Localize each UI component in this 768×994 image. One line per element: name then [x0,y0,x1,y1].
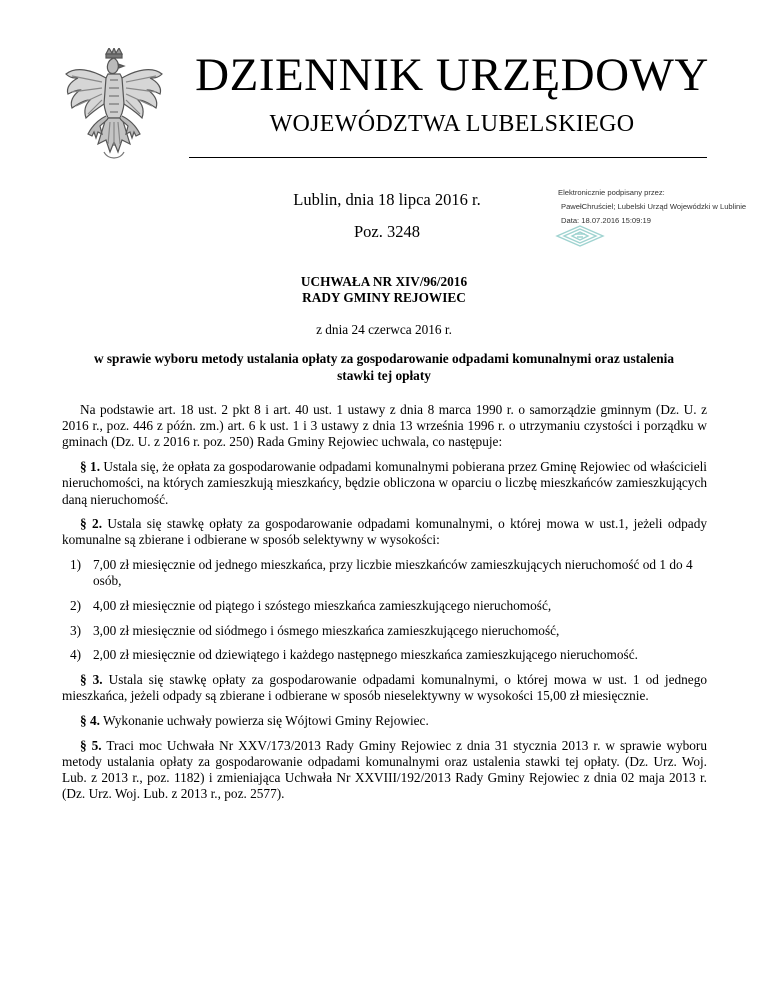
position-number: Poz. 3248 [354,222,420,241]
signature-stamp-icon [555,225,605,247]
section-1-label: § 1. [80,459,101,475]
section-1-text: Ustala się, że opłata za gospodarowanie odpadami komunalnymi pobierana przez Gminę Rejowiec od właścicieli nieruchomości, na których zamieszkują mieszkańcy, będzie obliczona w oparciu o liczbę mieszkańców zamieszkujących daną nieruchomość. [62,459,708,507]
section-3-text: Ustala się stawkę opłaty za gospodarowanie odpadami komunalnymi, o której mowa w ust. 1 od jednego mieszkańca, jeżeli odpady są zbierane i odbierane w sposób nieselektywny w wysokości 15,00 zł miesięcznie. [62,672,707,704]
list-item-number: 1) [70,557,82,573]
section-2-text: Ustala się stawkę opłaty za gospodarowanie odpadami komunalnymi, o której mowa w ust.1, jeżeli odpady komunalne są zbierane i odbierane w sposób selektywny w wysokości: [62,516,708,548]
header-divider [189,157,707,158]
section-3 [62,672,707,704]
section-1 [62,459,707,508]
list-item-text: 2,00 zł miesięcznie od dziewiątego i każdego następnego mieszkańca zamieszkującego nieruchomość. [93,647,638,663]
journal-subtitle: WOJEWÓDZTWA LUBELSKIEGO [269,111,635,137]
resolution-body: RADY GMINY REJOWIEC [302,290,466,305]
electronic-signature [558,186,768,228]
polish-eagle-icon [62,48,166,170]
list-item-text: 3,00 zł miesięcznie od siódmego i ósmego mieszkańca zamieszkującego nieruchomość, [93,622,560,638]
signature-line-1: Elektronicznie podpisany przez: [558,188,665,197]
signature-line-2: PawełChruściel; Lubelski Urząd Wojewódzki w Lublinie [561,202,747,211]
list-item-number: 4) [70,647,82,663]
resolution-date: z dnia 24 czerwca 2016 r. [316,322,452,337]
section-4-text: Wykonanie uchwały powierza się Wójtowi Gminy Rejowiec. [99,713,429,729]
section-5-label: § 5. [80,737,102,753]
resolution-number: UCHWAŁA NR XIV/96/2016 [300,274,468,289]
section-2 [62,516,707,548]
list-item-text: 7,00 zł miesięcznie od jednego mieszkańca, przy liczbie mieszkańców zamieszkujących nieruchomość od 1 do 4 osób, [93,557,693,589]
list-item-number: 3) [70,622,82,638]
section-4-label: § 4. [80,713,100,729]
list-item-text: 4,00 zł miesięcznie od piątego i szóstego mieszkańca zamieszkującego nieruchomość, [93,598,552,614]
document-body [62,402,707,811]
section-3-label: § 3. [80,672,103,688]
section-5 [62,738,707,803]
publication-date: Lublin, dnia 18 lipca 2016 r. [293,190,481,209]
section-5-text: Traci moc Uchwała Nr XXV/173/2013 Rady Gminy Rejowiec z dnia 31 stycznia 2013 r. w sprawie wyboru metody ustalania opłaty za gospodarowanie odpadami komunalnymi oraz ustalenia stawki tej opłaty. (Dz. Urz. Woj. Lub. z 2013 r., poz. 1182) i zmieniająca Uchwała Nr XXVIII/192/2013 Rady Gminy Rejowiec z dnia 02 maja 2013 r. (Dz. Urz. Woj. Lub. z 2013 r., poz. 2577). [62,737,707,802]
section-4 [62,713,707,729]
list-item [62,598,707,614]
section-2-label: § 2. [80,516,103,532]
list-item [62,647,707,663]
resolution-subject: w sprawie wyboru metody ustalania opłaty za gospodarowanie odpadami komunalnymi oraz ustalenia stawki tej opłaty [93,351,675,383]
list-item-number: 2) [70,598,82,614]
preamble: Na podstawie art. 18 ust. 2 pkt 8 i art. 40 ust. 1 ustawy z dnia 8 marca 1990 r. o samorządzie gminnym (Dz. U. z 2016 r., poz. 446 z późn. zm.) art. 6 k ust. 1 i 3 ustawy z dnia 13 września 1996 r. o utrzymaniu czystości i porządku w gminach (Dz. U. z 2016 r. poz. 250) Rada Gminy Rejowiec uchwala, co następuje: [62,402,707,450]
list-item [62,623,707,639]
signature-line-3: Data: 18.07.2016 15:09:19 [561,216,651,225]
list-item [62,557,707,589]
journal-title: DZIENNIK URZĘDOWY [195,49,709,101]
